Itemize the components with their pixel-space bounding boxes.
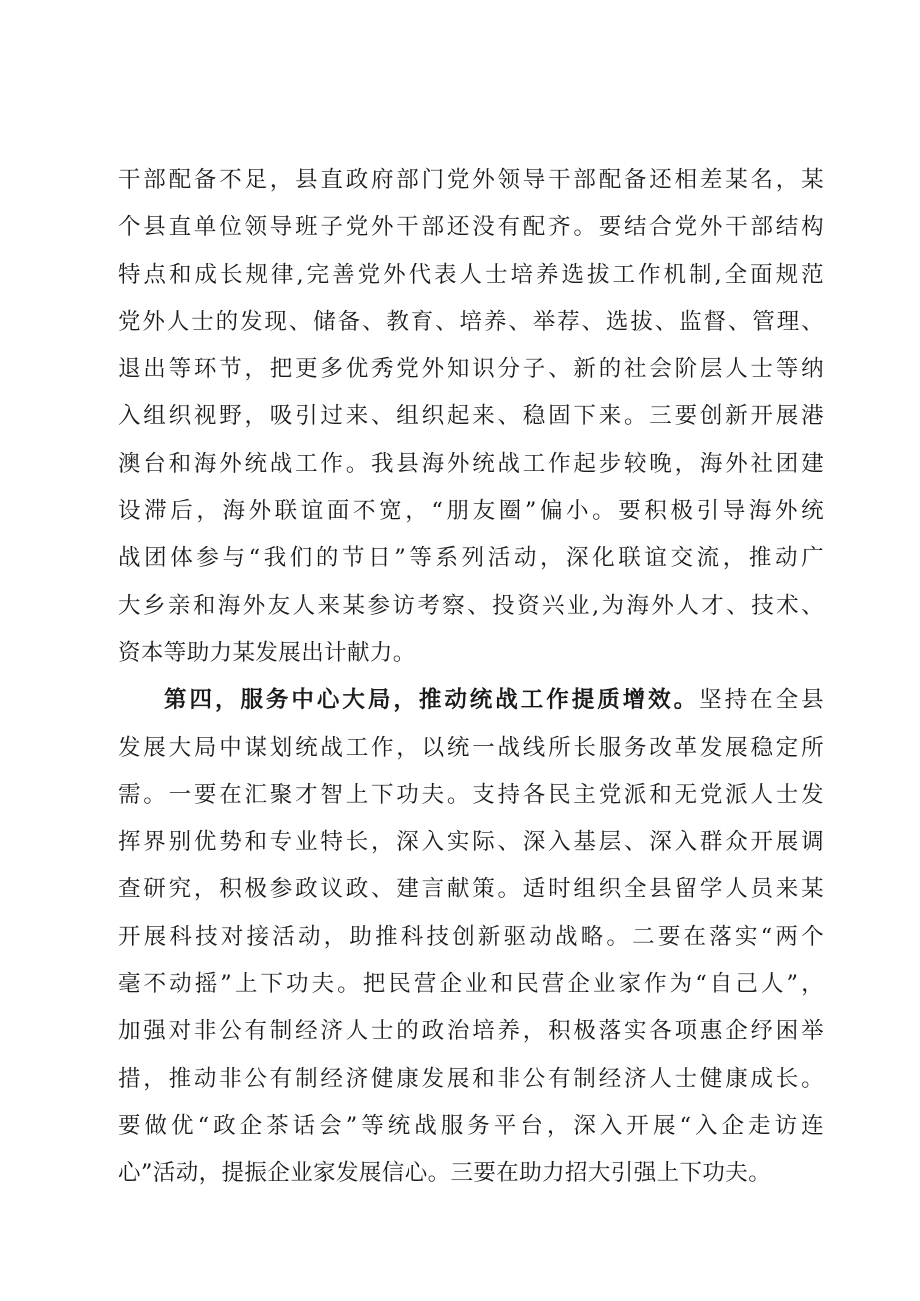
text-line: 个县直单位领导班子党外干部还没有配齐。要结合党外干部结构: [118, 214, 824, 241]
text-line: 入组织视野，吸引过来、组织起来、稳固下来。三要创新开展港: [118, 403, 824, 430]
text-line: 加强对非公有制经济人士的政治培养，积极落实各项惠企纾困举: [118, 1018, 824, 1045]
text-line: 战团体参与“我们的节日”等系列活动，深化联谊交流，推动广: [118, 545, 824, 572]
text-line: 特点和成长规律,完善党外代表人士培养选拔工作机制,全面规范: [118, 261, 824, 288]
text-line: 毫不动摇”上下功夫。把民营企业和民营企业家作为“自己人”，: [118, 971, 824, 998]
text-line: 措，推动非公有制经济健康发展和非公有制经济人士健康成长。: [118, 1065, 824, 1092]
text-line: 资本等助力某发展出计献力。: [118, 639, 416, 666]
text-line: 干部配备不足，县直政府部门党外领导干部配备还相差某名，某: [118, 167, 824, 193]
heading-line-rest: 坚持在全县: [699, 687, 824, 714]
paragraph-heading-line: [118, 677, 824, 724]
text-line: 党外人士的发现、储备、教育、培养、举荐、选拔、监督、管理、: [118, 308, 824, 335]
text-line: 开展科技对接活动，助推科技创新驱动战略。二要在落实“两个: [118, 923, 824, 950]
body-text: [118, 157, 824, 1198]
text-line: 要做优“政企茶话会”等统战服务平台，深入开展“入企走访连: [118, 1112, 824, 1139]
text-line: 退出等环节，把更多优秀党外知识分子、新的社会阶层人士等纳: [118, 356, 824, 383]
text-line: 心”活动，提振企业家发展信心。三要在助力招大引强上下功夫。: [118, 1160, 772, 1187]
text-line: 大乡亲和海外友人来某参访考察、投资兴业,为海外人才、技术、: [118, 592, 824, 619]
text-line: 发展大局中谋划统战工作，以统一战线所长服务改革发展稳定所: [118, 734, 824, 761]
text-line: 澳台和海外统战工作。我县海外统战工作起步较晚，海外社团建: [118, 450, 824, 477]
text-line: 需。一要在汇聚才智上下功夫。支持各民主党派和无党派人士发: [118, 781, 824, 808]
paragraph-2: [118, 677, 824, 1197]
paragraph-1: [118, 157, 824, 677]
section-heading: 第四，服务中心大局，推动统战工作提质增效。: [164, 687, 700, 714]
text-line: 查研究，积极参政议政、建言献策。适时组织全县留学人员来某: [118, 876, 824, 903]
text-line: 设滞后，海外联谊面不宽，“朋友圈”偏小。要积极引导海外统: [118, 498, 824, 525]
text-line: 挥界别优势和专业特长，深入实际、深入基层、深入群众开展调: [118, 829, 824, 856]
